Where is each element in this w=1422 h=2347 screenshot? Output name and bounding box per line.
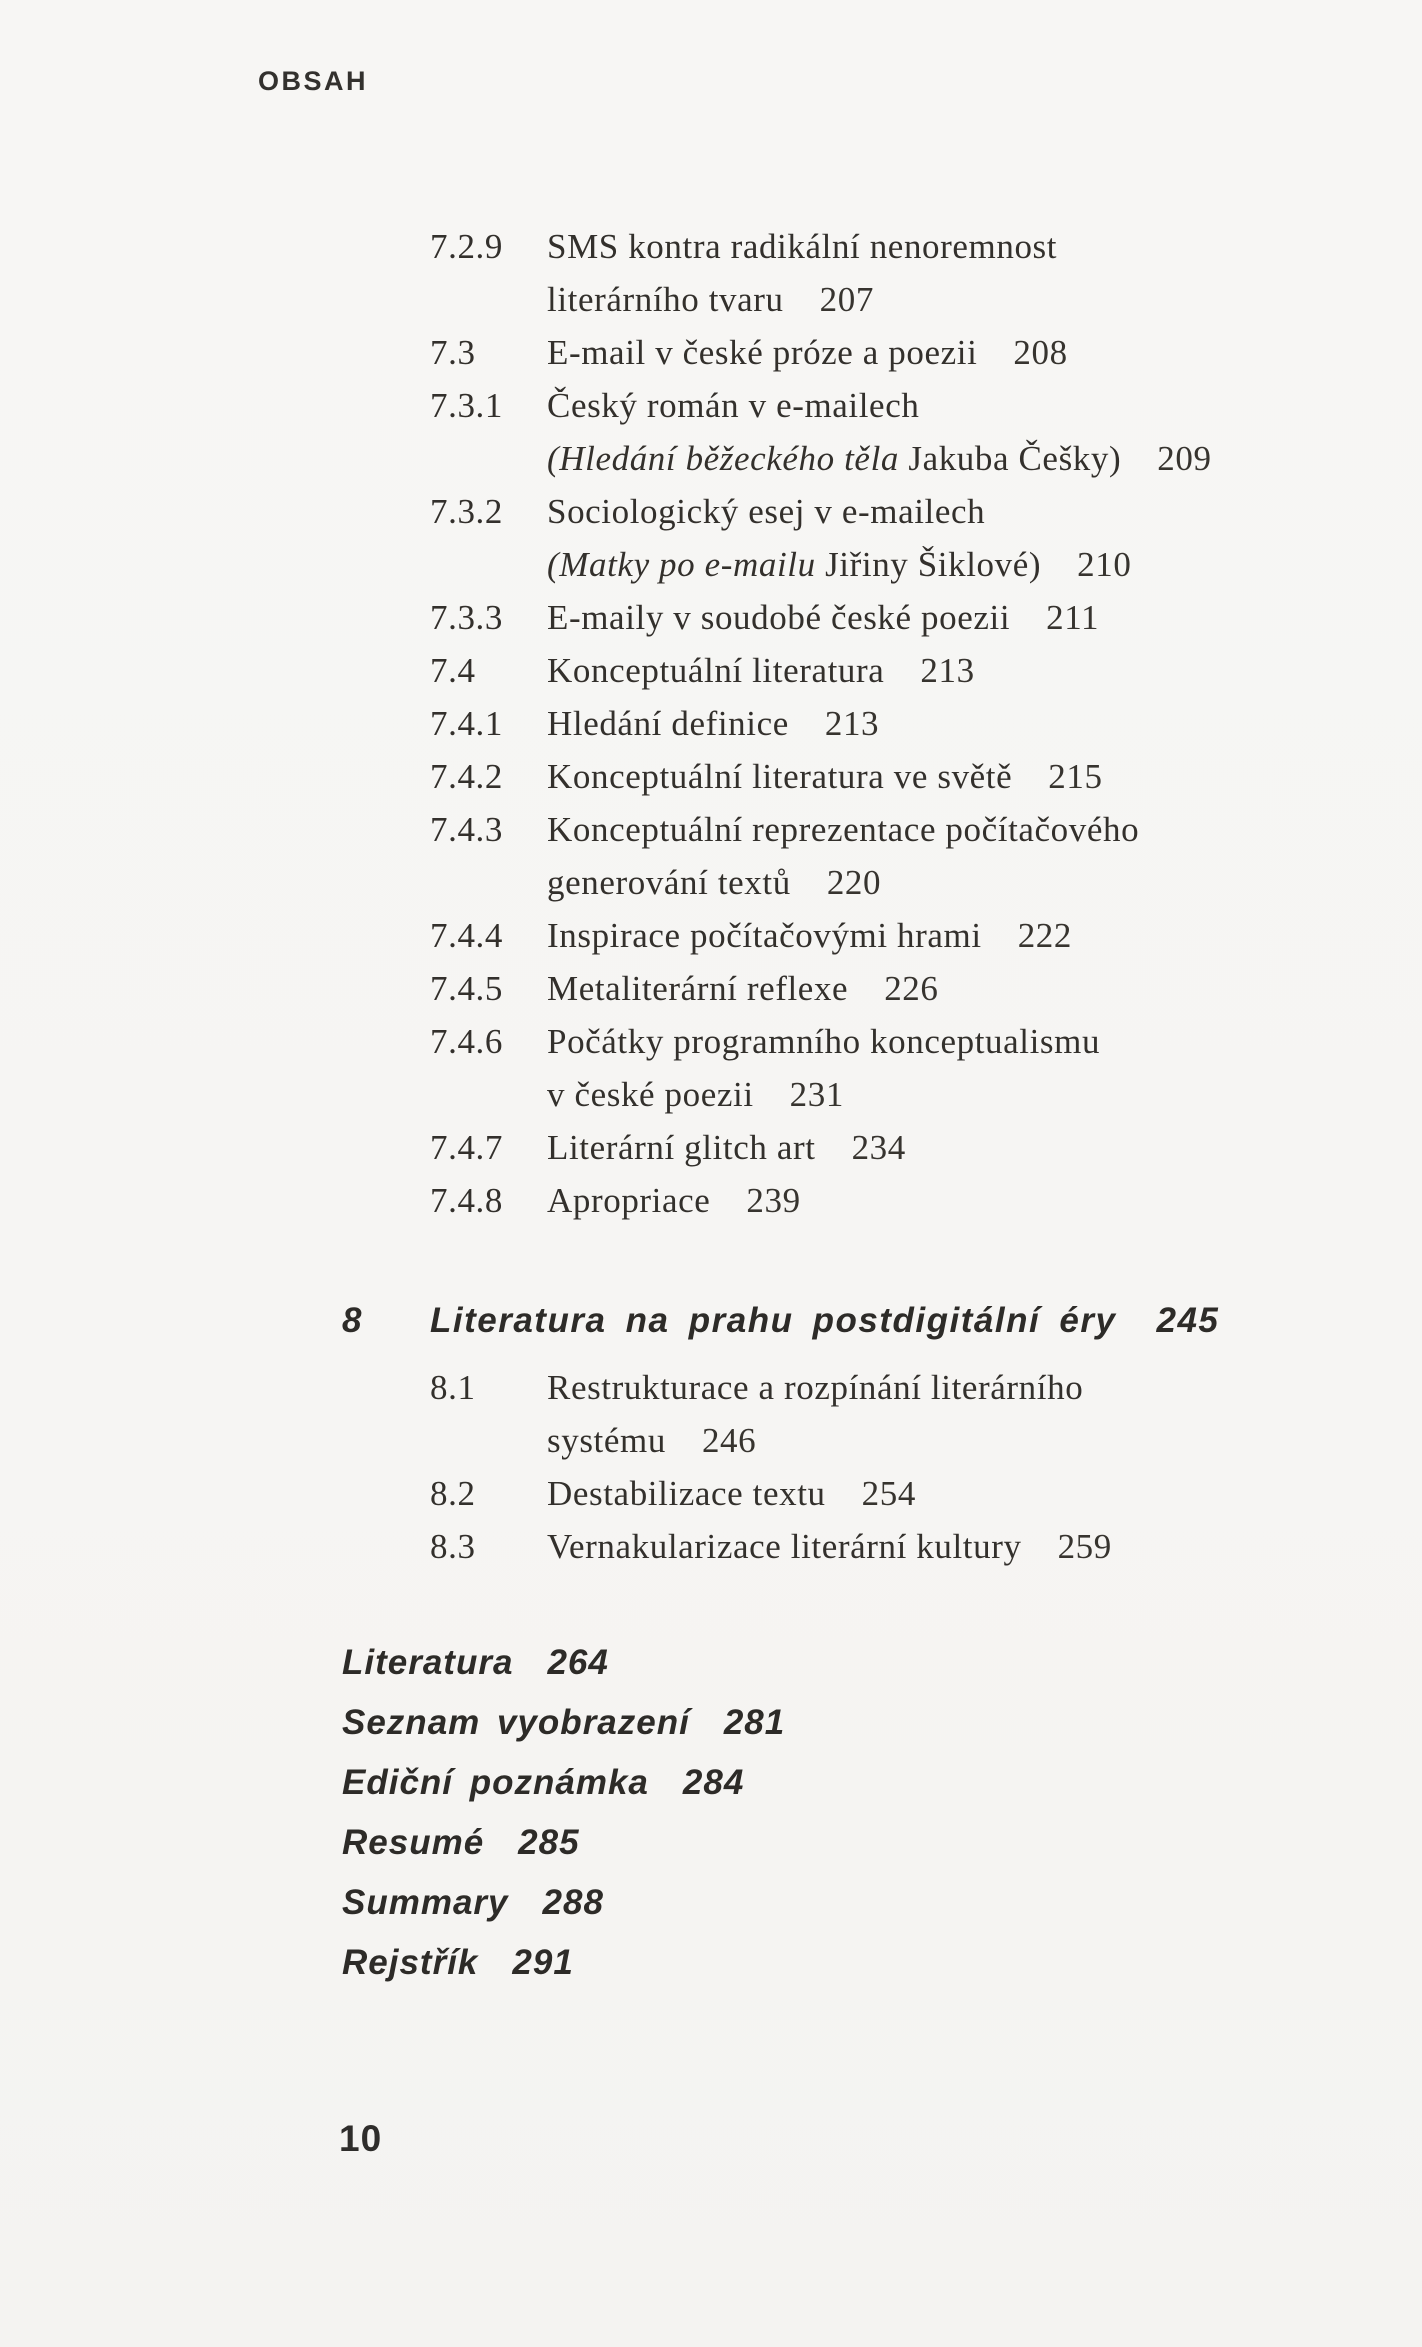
toc-entry xyxy=(342,1467,1362,1520)
toc-entry-text xyxy=(547,1121,1362,1174)
toc-entry-page-number: 220 xyxy=(826,863,882,902)
toc-entry-number: 7.3.2 xyxy=(430,492,503,531)
toc-entry-line xyxy=(547,538,1362,591)
backmatter-item-page-number: 291 xyxy=(512,1943,574,1982)
toc-entry-text xyxy=(547,803,1362,909)
backmatter-item-page-number: 264 xyxy=(547,1643,609,1682)
toc-entry-title: Inspirace počítačovými hrami xyxy=(547,916,982,955)
toc-backmatter xyxy=(342,1633,1362,1993)
toc-entry-page-number: 246 xyxy=(701,1421,757,1460)
toc-entry-title: literárního tvaru xyxy=(547,280,784,319)
toc-entry-title: SMS kontra radikální nenoremnost xyxy=(547,227,1058,266)
toc-entry-page-number: 226 xyxy=(884,969,939,1008)
toc-entry-number: 7.4.1 xyxy=(430,704,503,743)
toc-entry-title: Restrukturace a rozpínání literárního xyxy=(547,1368,1084,1407)
toc-entry xyxy=(342,697,1362,750)
toc-entry-number: 7.4.6 xyxy=(430,1022,503,1061)
toc-entry-number: 7.4.7 xyxy=(430,1128,503,1167)
backmatter-item-label: Literatura xyxy=(342,1643,514,1682)
toc-entry-number: 8.3 xyxy=(430,1527,476,1566)
toc-entry-title: E-mail v české próze a poezii xyxy=(547,333,978,372)
toc-entry-number: 7.3.1 xyxy=(430,386,503,425)
toc-section-8-entries xyxy=(342,1361,1362,1573)
toc-entry-text xyxy=(547,750,1362,803)
toc-entry-page-number: 222 xyxy=(1017,916,1073,955)
toc-entry-line xyxy=(547,432,1362,485)
chapter-page-number: 245 xyxy=(1156,1301,1220,1340)
toc-entry-line xyxy=(547,909,1362,962)
toc-entry-number: 8.1 xyxy=(430,1368,476,1407)
toc-entry-title: E-maily v soudobé české poezii xyxy=(547,598,1011,637)
toc-entry-line xyxy=(547,379,1362,432)
toc-entry-title: Konceptuální literatura ve světě xyxy=(547,757,1013,796)
running-head: OBSAH xyxy=(258,66,369,96)
toc-entry-text xyxy=(547,1361,1362,1467)
chapter-title: Literatura na prahu postdigitální éry xyxy=(430,1301,1117,1340)
toc-entry xyxy=(342,750,1362,803)
toc-entry xyxy=(342,803,1362,909)
toc-entry xyxy=(342,1121,1362,1174)
toc-entry-line xyxy=(547,220,1362,273)
toc-entry xyxy=(342,485,1362,591)
toc-entry-page-number: 211 xyxy=(1046,598,1100,637)
backmatter-item xyxy=(342,1933,1362,1993)
backmatter-item-label: Ediční poznámka xyxy=(342,1763,649,1802)
toc-entry-text xyxy=(547,1520,1362,1573)
backmatter-item xyxy=(342,1693,1362,1753)
backmatter-item-page-number: 284 xyxy=(682,1763,745,1802)
toc-entry-page-number: 210 xyxy=(1077,545,1132,584)
backmatter-item-page-number: 281 xyxy=(723,1703,786,1742)
toc-entry-title: Sociologický esej v e-mailech xyxy=(547,492,986,531)
toc-entry-line xyxy=(547,1174,1362,1227)
toc-entry-line xyxy=(547,750,1362,803)
toc-entry-line xyxy=(547,1015,1362,1068)
toc-entry-number: 7.3.3 xyxy=(430,598,503,637)
toc-entry xyxy=(342,591,1362,644)
toc-entry-line xyxy=(547,1068,1362,1121)
toc-entry-text xyxy=(547,909,1362,962)
backmatter-item xyxy=(342,1633,1362,1693)
toc-entry-text xyxy=(547,379,1362,485)
toc-entry-title-italic: (Hledání běžeckého těla xyxy=(547,439,899,478)
toc-entry-title: systému xyxy=(547,1421,666,1460)
toc-entry-title: Český román v e-mailech xyxy=(547,386,920,425)
toc-entry xyxy=(342,1015,1362,1121)
toc-entry-number: 7.2.9 xyxy=(430,227,503,266)
toc-entry xyxy=(342,1520,1362,1573)
toc-entry-title-italic: (Matky po e-mailu xyxy=(547,545,816,584)
toc-entry-title: Metaliterární reflexe xyxy=(547,969,849,1008)
backmatter-item-page-number: 285 xyxy=(518,1823,580,1862)
toc-entry-line xyxy=(547,803,1362,856)
toc-entry-title: Literární glitch art xyxy=(547,1128,816,1167)
toc-entry-page-number: 209 xyxy=(1157,439,1212,478)
toc-chapter-heading xyxy=(342,1294,1362,1347)
toc-entry-text xyxy=(547,1467,1362,1520)
toc-entry-line xyxy=(547,856,1362,909)
toc-entry-title: Jiřiny Šiklové) xyxy=(815,545,1042,584)
toc-entry-line xyxy=(547,697,1362,750)
toc-entry-page-number: 213 xyxy=(824,704,880,743)
backmatter-item-label: Rejstřík xyxy=(342,1943,479,1982)
toc-entry-page-number: 208 xyxy=(1013,333,1068,372)
backmatter-item-label: Summary xyxy=(342,1883,509,1922)
toc-entry-line xyxy=(547,1121,1362,1174)
toc-entry-title: Jakuba Češky) xyxy=(899,439,1122,478)
toc-entry-text xyxy=(547,1015,1362,1121)
toc-entry-line xyxy=(547,591,1362,644)
backmatter-item xyxy=(342,1813,1362,1873)
toc-entry-number: 7.4.8 xyxy=(430,1181,503,1220)
toc-entry-title: v české poezii xyxy=(547,1075,754,1114)
toc-entry-number: 7.4.3 xyxy=(430,810,503,849)
toc-entry-title: Destabilizace textu xyxy=(547,1474,826,1513)
toc-entry xyxy=(342,962,1362,1015)
toc-entry-page-number: 239 xyxy=(746,1181,801,1220)
toc-entry xyxy=(342,220,1362,326)
toc-entry-line xyxy=(547,273,1362,326)
chapter-number: 8 xyxy=(342,1301,362,1340)
backmatter-item xyxy=(342,1873,1362,1933)
toc-entry-line xyxy=(547,326,1362,379)
toc-entry xyxy=(342,379,1362,485)
toc-entry-number: 7.4.5 xyxy=(430,969,503,1008)
toc-entry-number: 8.2 xyxy=(430,1474,476,1513)
toc-entry-text xyxy=(547,326,1362,379)
toc-entry-line xyxy=(547,1467,1362,1520)
toc-section-7-entries xyxy=(342,220,1362,1227)
toc-entry-line xyxy=(547,962,1362,1015)
toc-entry-page-number: 259 xyxy=(1057,1527,1112,1566)
backmatter-item xyxy=(342,1753,1362,1813)
toc-entry-number: 7.4 xyxy=(430,651,476,690)
toc-entry-title: Konceptuální literatura xyxy=(547,651,885,690)
table-of-contents xyxy=(342,220,1362,1993)
toc-entry-page-number: 207 xyxy=(819,280,874,319)
toc-entry-text xyxy=(547,697,1362,750)
toc-entry xyxy=(342,644,1362,697)
toc-entry-title: Vernakularizace literární kultury xyxy=(547,1527,1022,1566)
backmatter-item-label: Resumé xyxy=(342,1823,485,1862)
toc-entry-page-number: 254 xyxy=(861,1474,916,1513)
toc-entry-line xyxy=(547,485,1362,538)
toc-entry-number: 7.4.2 xyxy=(430,757,503,796)
toc-entry-number: 7.4.4 xyxy=(430,916,503,955)
toc-entry-text xyxy=(547,962,1362,1015)
toc-entry xyxy=(342,326,1362,379)
toc-entry-page-number: 215 xyxy=(1048,757,1103,796)
toc-entry-page-number: 234 xyxy=(851,1128,906,1167)
toc-entry-title: Počátky programního konceptualismu xyxy=(547,1022,1101,1061)
toc-entry-line xyxy=(547,644,1362,697)
toc-entry xyxy=(342,909,1362,962)
toc-entry xyxy=(342,1361,1362,1467)
toc-entry-line xyxy=(547,1361,1362,1414)
toc-entry xyxy=(342,1174,1362,1227)
toc-entry-line xyxy=(547,1414,1362,1467)
toc-entry-text xyxy=(547,591,1362,644)
toc-entry-line xyxy=(547,1520,1362,1573)
toc-entry-title: Konceptuální reprezentace počítačového xyxy=(547,810,1140,849)
page-number: 10 xyxy=(339,2118,383,2159)
toc-entry-text xyxy=(547,644,1362,697)
toc-entry-text xyxy=(547,485,1362,591)
toc-entry-text xyxy=(547,1174,1362,1227)
toc-entry-title: generování textů xyxy=(547,863,791,902)
backmatter-item-label: Seznam vyobrazení xyxy=(342,1703,690,1742)
toc-entry-page-number: 213 xyxy=(920,651,975,690)
toc-entry-number: 7.3 xyxy=(430,333,476,372)
toc-entry-title: Apropriace xyxy=(547,1181,711,1220)
backmatter-item-page-number: 288 xyxy=(542,1883,604,1922)
toc-entry-page-number: 231 xyxy=(789,1075,844,1114)
toc-entry-title: Hledání definice xyxy=(547,704,789,743)
toc-entry-text xyxy=(547,220,1362,326)
